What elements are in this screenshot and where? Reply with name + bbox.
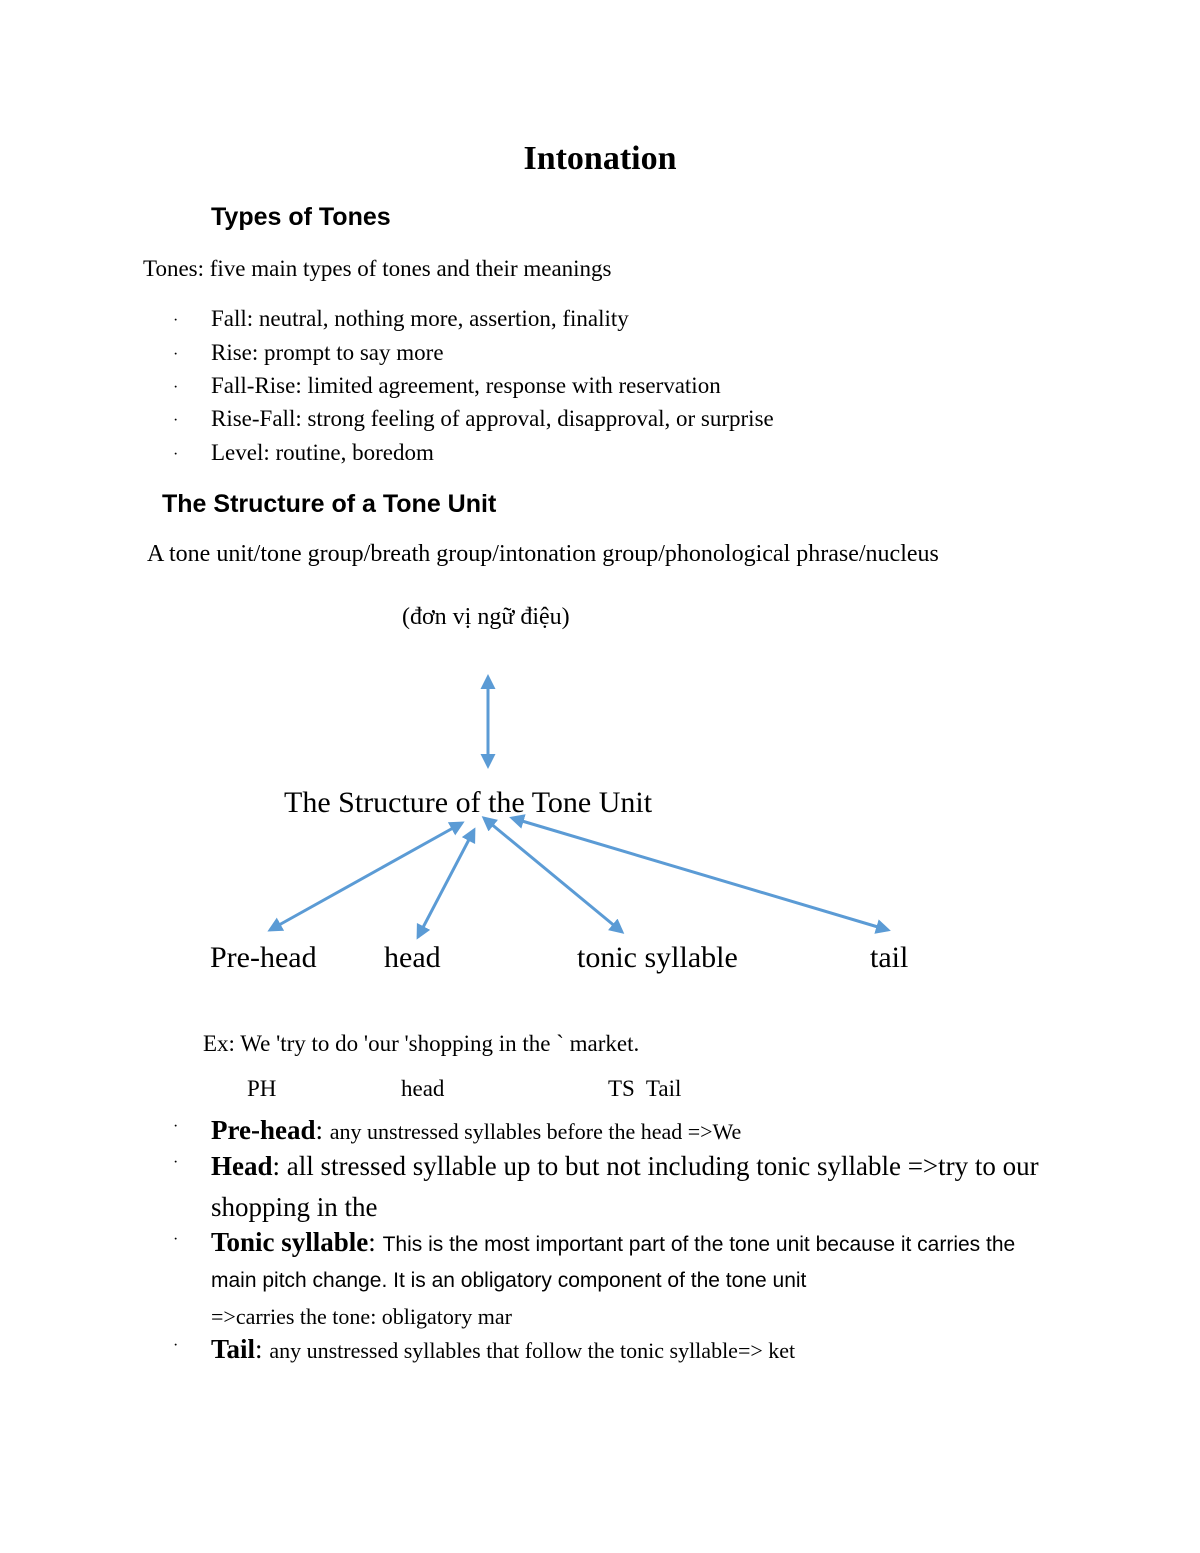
vietnamese-gloss: (đơn vị ngữ điệu) <box>402 604 570 630</box>
diagram-label-tail: tail <box>870 941 909 974</box>
tone-list-item-level <box>173 440 434 466</box>
bullet: · <box>173 311 179 329</box>
term-tail: Tail <box>211 1334 256 1364</box>
page-title: Intonation <box>523 140 677 177</box>
term-separator: : <box>255 1334 270 1364</box>
term-head: Head <box>211 1151 273 1181</box>
arrow-structure-to-prehead <box>270 823 462 930</box>
definition-tail-text: any unstressed syllables that follow the tonic syllable=> ket <box>269 1338 796 1363</box>
example-label-ph: PH <box>247 1076 277 1101</box>
tone-list-item-fall <box>173 306 629 332</box>
tone-unit-definition: A tone unit/tone group/breath group/intonation group/phonological phrase/nucleus <box>147 541 939 567</box>
definition-tonic-syllable-text: This is the most important part of the tone unit because it carries the main pitch change. It is an obligatory component of the tone unit <box>211 1233 1016 1292</box>
structure-heading: The Structure of a Tone Unit <box>162 490 497 518</box>
diagram-center-label: The Structure of the Tone Unit <box>284 786 653 819</box>
tone-level-text: Level: routine, boredom <box>211 440 434 465</box>
definition-head-text: all stressed syllable up to but not including tonic syllable =>try to our shopping in the <box>211 1151 1039 1222</box>
term-separator: : <box>315 1115 330 1145</box>
example-label-head: head <box>401 1076 445 1101</box>
term-separator: : <box>368 1227 383 1257</box>
tone-unit-diagram <box>0 660 1200 990</box>
tone-rise-text: Rise: prompt to say more <box>211 340 444 365</box>
diagram-label-head: head <box>384 941 441 974</box>
tones-intro-text: Tones: five main types of tones and their meanings <box>143 256 612 281</box>
tone-list-item-rise <box>173 340 444 366</box>
bullet: · <box>173 1337 179 1354</box>
arrow-structure-to-tail <box>512 818 888 930</box>
bullet: · <box>173 345 179 363</box>
bullet: · <box>173 1231 179 1248</box>
bullet: · <box>173 1118 179 1135</box>
bullet: · <box>173 411 179 429</box>
definition-tonic-syllable-tail: =>carries the tone: obligatory mar <box>211 1304 512 1329</box>
types-of-tones-heading: Types of Tones <box>211 203 391 231</box>
term-separator: : <box>272 1151 287 1181</box>
diagram-label-prehead: Pre-head <box>210 941 317 974</box>
definition-prehead-text: any unstressed syllables before the head =>We <box>329 1119 742 1144</box>
diagram-label-tonic-syllable: tonic syllable <box>577 941 738 974</box>
example-sentence: Ex: We 'try to do 'our 'shopping in the ˋ market. <box>203 1031 640 1056</box>
bullet: · <box>173 1154 179 1171</box>
tone-fall-text: Fall: neutral, nothing more, assertion, finality <box>211 306 629 331</box>
term-tonic-syllable: Tonic syllable <box>211 1227 369 1257</box>
tone-fall-rise-text: Fall-Rise: limited agreement, response with reservation <box>211 373 721 398</box>
example-label-ts-tail: TS Tail <box>608 1076 682 1101</box>
term-prehead: Pre-head <box>211 1115 316 1145</box>
bullet: · <box>173 445 179 463</box>
tone-list-item-rise-fall <box>173 406 774 432</box>
arrow-structure-to-tonic <box>484 818 622 932</box>
tone-rise-fall-text: Rise-Fall: strong feeling of approval, disapproval, or surprise <box>211 406 774 431</box>
tone-list-item-fall-rise <box>173 373 721 399</box>
arrow-structure-to-head <box>418 830 474 937</box>
bullet: · <box>173 378 179 396</box>
